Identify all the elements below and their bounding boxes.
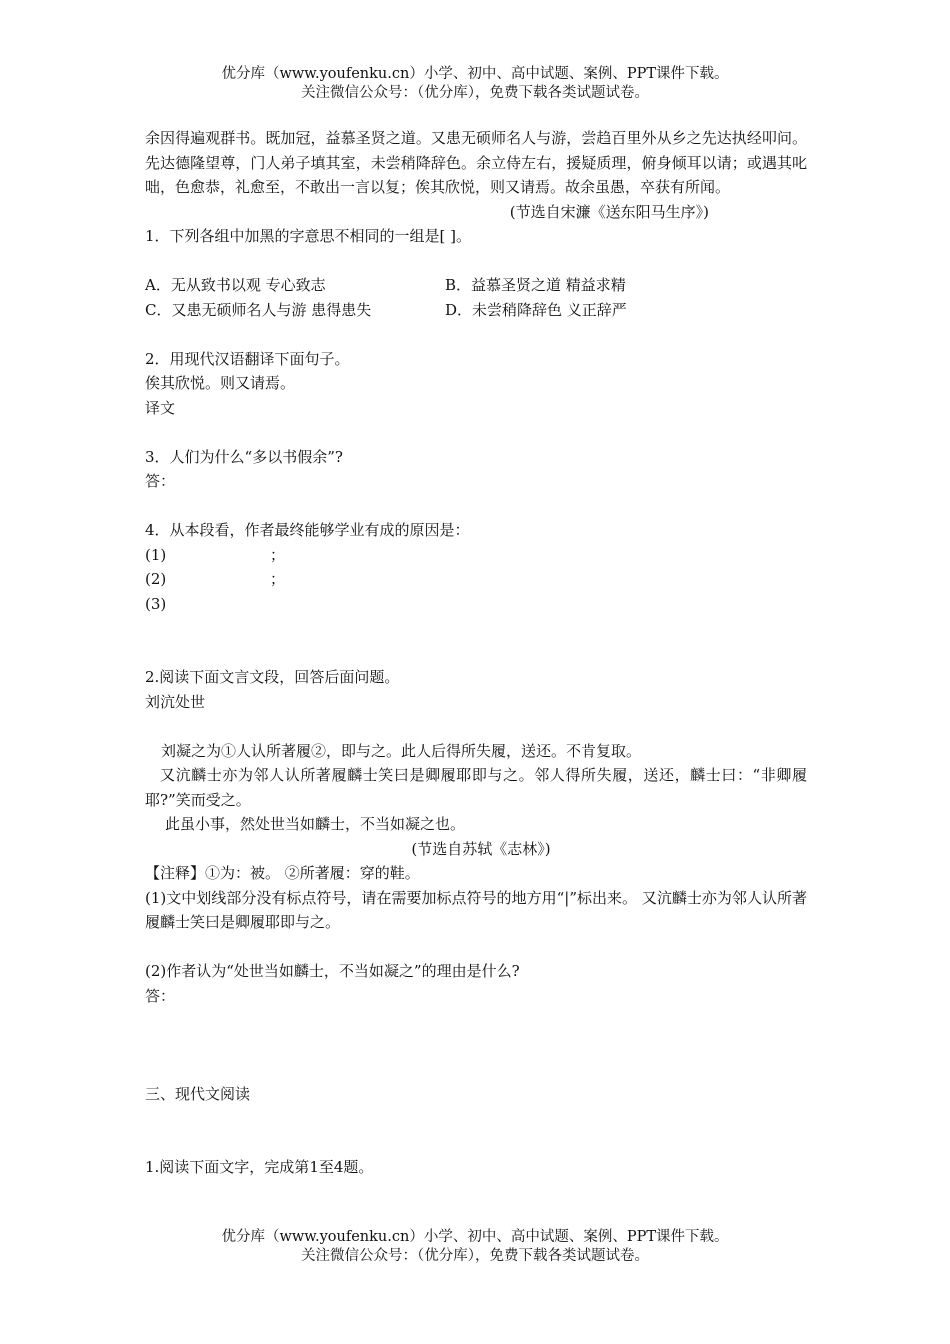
- section-2-intro: 2.阅读下面文言文段，回答后面问题。: [145, 668, 400, 686]
- section-2-source: (节选自苏轼《志林》): [411, 839, 551, 858]
- section-2-para-2: 又沆麟士亦为邻人认所著履麟士笑曰是卿履耶即与之。邻人得所失履，送还，麟士曰：“非卿履耶?”笑而受之。: [145, 766, 807, 809]
- header-line-1: 优分库（www.youfenku.cn）小学、初中、高中试题、案例、PPT课件下载。: [221, 66, 729, 82]
- question-2-sentence: 俟其欣悦。则又请焉。: [145, 374, 296, 392]
- option-d: D．未尝稍降辞色 义正辞严: [445, 300, 627, 319]
- section-2-question-1: (1)文中划线部分没有标点符号，请在需要加标点符号的地方用“|”标出来。 又沆麟士亦为邻人认所著履麟士笑曰是卿履耶即与之。: [145, 888, 807, 931]
- question-1-options-row-2: [145, 298, 807, 323]
- question-4-item-3: (3): [145, 594, 167, 613]
- document-body: [145, 126, 807, 1180]
- question-4-item-1: (1) ；: [145, 545, 286, 564]
- section-3-intro: 1.阅读下面文字，完成第1至4题。: [145, 1158, 374, 1176]
- question-3-stem: 3．人们为什么“多以书假余”?: [145, 447, 343, 466]
- section-2-note: 【注释】①为：被。 ②所著履：穿的鞋。: [145, 864, 420, 882]
- section-2-para-3: 此虽小事，然处世当如麟士，不当如凝之也。: [165, 815, 466, 833]
- page-header: [0, 65, 950, 103]
- section-2-title: 刘沆处世: [145, 692, 206, 711]
- option-b: B．益慕圣贤之道 精益求精: [445, 276, 626, 294]
- question-4-item-2: (2) ；: [145, 570, 286, 588]
- page-footer: [0, 1228, 950, 1266]
- question-1-options-row-1: [145, 273, 807, 298]
- footer-line-2: 关注微信公众号：（优分库），免费下载各类试题试卷。: [301, 1248, 649, 1264]
- question-2-answer-label: 译文: [145, 398, 176, 417]
- passage-1-text: 余因得遍观群书。既加冠，益慕圣贤之道。又患无硕师名人与游，尝趋百里外从乡之先达执经叩问。先达德隆望尊，门人弟子填其室，未尝稍降辞色。余立侍左右，援疑质理，俯身倾耳以请；或遇其叱咄，色愈恭，礼愈至，不敢出一言以复；俟其欣悦，则又请焉。故余虽愚，卒获有所闻。: [145, 129, 807, 196]
- question-3-answer-label: 答：: [145, 472, 176, 490]
- question-2-stem: 2．用现代汉语翻译下面句子。: [145, 349, 350, 368]
- option-a: A．无从致书以观 专心致志: [145, 276, 326, 294]
- section-3-heading: 三、现代文阅读: [145, 1084, 251, 1103]
- section-2-question-2: (2)作者认为“处世当如麟士，不当如凝之”的理由是什么?: [145, 962, 520, 980]
- section-2-answer-label: 答：: [145, 986, 176, 1005]
- passage-1-source: (节选自宋濂《送东阳马生序》): [509, 202, 709, 221]
- section-2-para-1: 刘凝之为①人认所著履②，即与之。此人后得所失履，送还。不肯复取。: [161, 741, 642, 760]
- option-c: C．又患无硕师名人与游 患得患失: [145, 300, 372, 319]
- question-4-stem: 4．从本段看，作者最终能够学业有成的原因是：: [145, 521, 470, 539]
- question-1-stem: 1．下列各组中加黑的字意思不相同的一组是[ ]。: [145, 227, 472, 245]
- footer-line-1: 优分库（www.youfenku.cn）小学、初中、高中试题、案例、PPT课件下载。: [221, 1229, 729, 1245]
- header-line-2: 关注微信公众号：（优分库），免费下载各类试题试卷。: [301, 85, 649, 101]
